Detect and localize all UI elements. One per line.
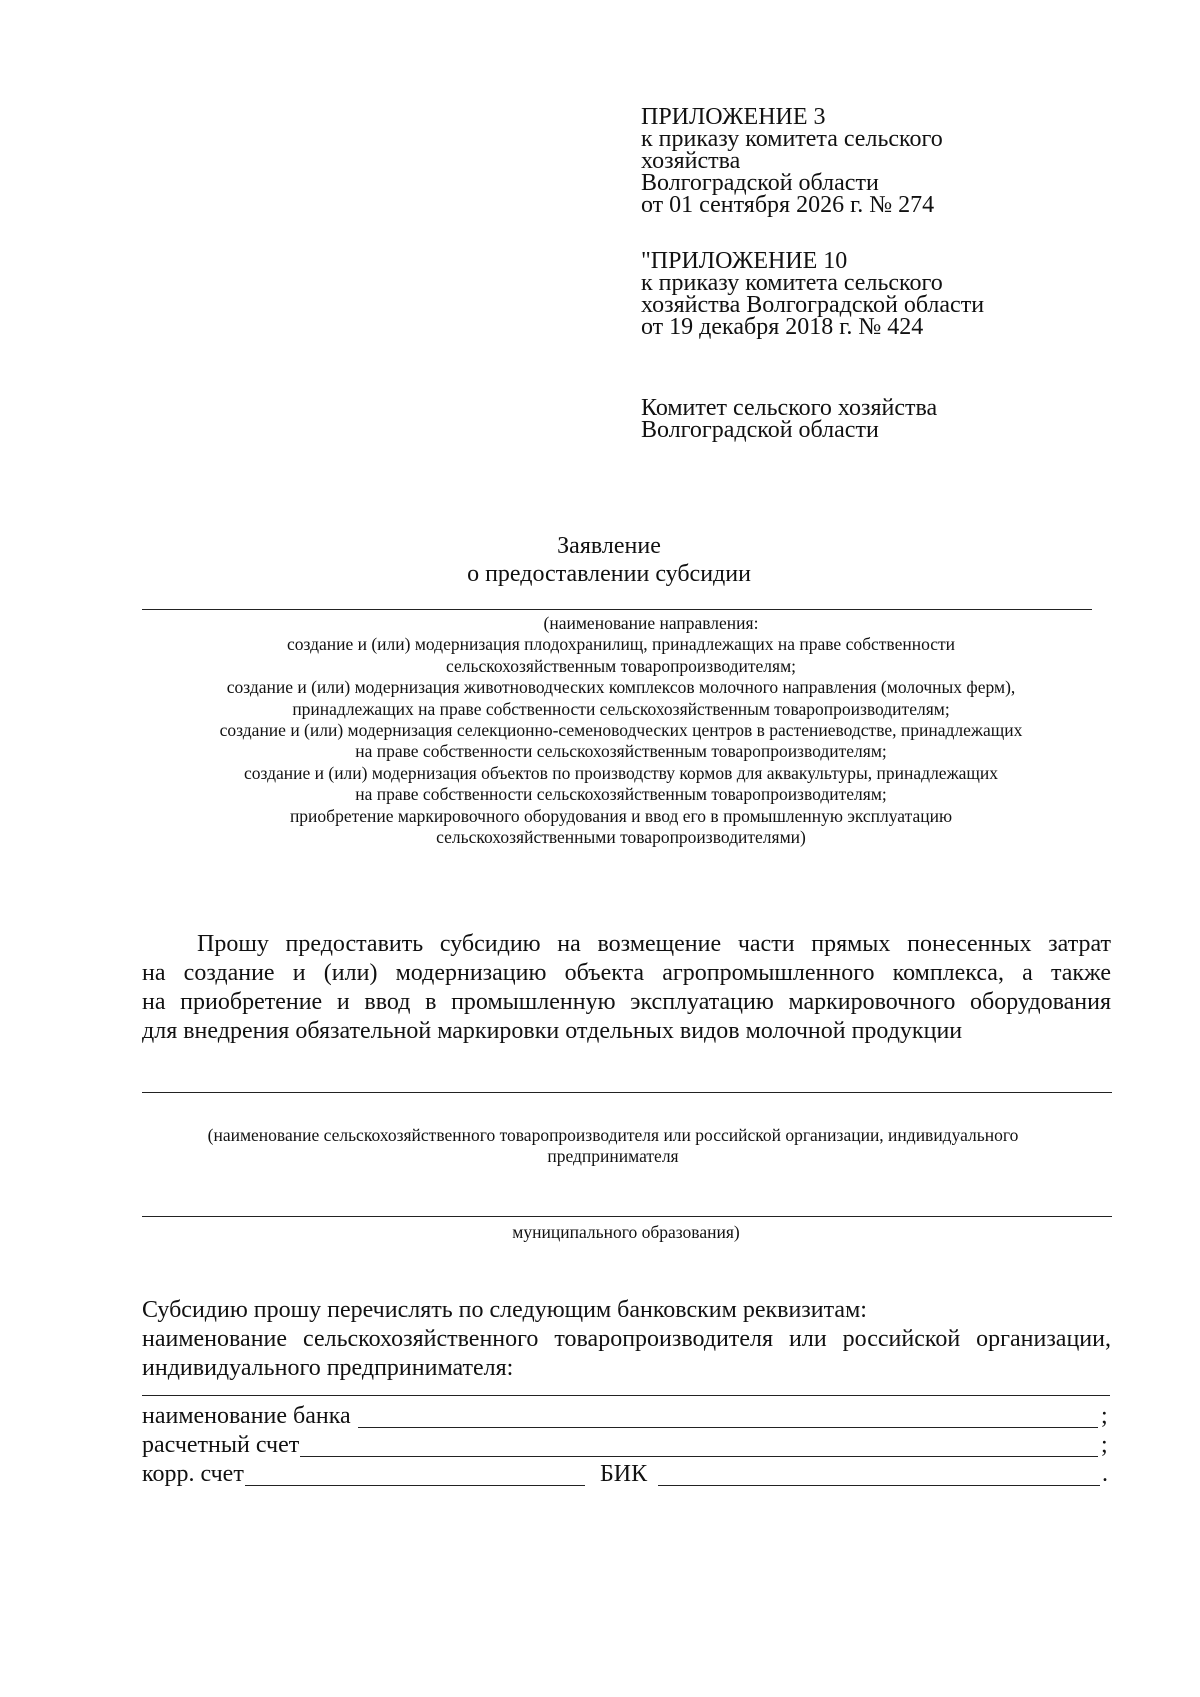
- caption-line: создание и (или) модернизация объектов по производству кормов для аквакультуры, принадлежащих: [243, 762, 999, 783]
- bik-label: БИК: [600, 1461, 648, 1487]
- recipient-name-underline: [142, 1395, 1110, 1396]
- bank-name-semicolon: ;: [1101, 1403, 1108, 1429]
- corr-account-label: корр. счет: [142, 1461, 244, 1487]
- caption-line: сельскохозяйственными товаропроизводителями): [436, 827, 806, 848]
- caption-line: создание и (или) модернизация животноводческих комплексов молочного направления (молочных ферм),: [226, 677, 1016, 698]
- direction-caption: [0, 613, 1200, 848]
- caption-line: на праве собственности сельскохозяйственным товаропроизводителям;: [355, 784, 887, 805]
- bik-period: .: [1102, 1461, 1108, 1487]
- original-appendix-line: "ПРИЛОЖЕНИЕ 10: [641, 248, 848, 274]
- applicant-caption: [0, 1125, 1200, 1168]
- bank-intro-line: Субсидию прошу перечислять по следующим банковским реквизитам:: [142, 1297, 867, 1323]
- title-line: Заявление: [557, 533, 661, 559]
- account-semicolon: ;: [1101, 1432, 1108, 1458]
- request-line: на создание и (или) модернизацию объекта агропромышленного комплекса, а также: [142, 960, 1111, 986]
- appendix-header-line: Волгоградской области: [641, 170, 879, 196]
- title-line: о предоставлении субсидии: [467, 561, 751, 587]
- appendix-header-line: к приказу комитета сельского: [641, 126, 943, 152]
- appendix-header: [641, 106, 943, 216]
- bank-intro: [142, 1296, 1111, 1383]
- bik-field[interactable]: [658, 1485, 1100, 1486]
- caption-line: приобретение маркировочного оборудования и ввод его в промышленную эксплуатацию: [289, 805, 953, 826]
- bank-name-row: [142, 1404, 351, 1428]
- original-appendix-line: от 19 декабря 2018 г. № 424: [641, 314, 924, 340]
- appendix-header-line: от 01 сентября 2026 г. № 274: [641, 192, 935, 218]
- caption-line: на праве собственности сельскохозяйственным товаропроизводителям;: [355, 741, 887, 762]
- direction-underline: [142, 609, 1092, 610]
- caption-line: сельскохозяйственным товаропроизводителям;: [446, 655, 796, 676]
- applicant-name-underline: [142, 1092, 1112, 1093]
- bank-name-label: наименование банка: [142, 1403, 351, 1429]
- caption-line: (наименование направления:: [543, 613, 759, 633]
- request-line: Прошу предоставить субсидию на возмещение части прямых понесенных затрат: [197, 931, 1111, 957]
- caption-line: создание и (или) модернизация плодохранилищ, принадлежащих на праве собственности: [286, 634, 956, 655]
- request-paragraph: [142, 930, 1111, 1046]
- account-field[interactable]: [300, 1456, 1098, 1457]
- account-row: [142, 1433, 299, 1457]
- appendix-header-line: ПРИЛОЖЕНИЕ 3: [641, 104, 826, 130]
- account-label: расчетный счет: [142, 1432, 300, 1458]
- caption-line: предпринимателя: [547, 1146, 679, 1167]
- bank-name-field[interactable]: [358, 1427, 1098, 1428]
- request-line: для внедрения обязательной маркировки отдельных видов молочной продукции: [142, 1018, 963, 1044]
- bank-intro-line: наименование сельскохозяйственного товаропроизводителя или российской организации,: [142, 1326, 1111, 1352]
- document-title: [0, 532, 1200, 588]
- addressee-line: Волгоградской области: [641, 417, 879, 443]
- caption-line: принадлежащих на праве собственности сельскохозяйственным товаропроизводителям;: [292, 698, 950, 719]
- bank-intro-line: индивидуального предпринимателя:: [142, 1355, 514, 1381]
- original-appendix-header: [641, 250, 984, 338]
- addressee-line: Комитет сельского хозяйства: [641, 395, 938, 421]
- corr-account-field[interactable]: [245, 1485, 585, 1486]
- corr-account-row: [142, 1462, 244, 1486]
- caption-line: (наименование сельскохозяйственного товаропроизводителя или российской организации, индивидуального: [207, 1125, 1019, 1145]
- original-appendix-line: хозяйства Волгоградской области: [641, 292, 985, 318]
- municipality-underline: [142, 1216, 1112, 1217]
- caption-line: создание и (или) модернизация селекционно-семеноводческих центров в растениеводстве, принадлежащих: [219, 720, 1023, 741]
- original-appendix-line: к приказу комитета сельского: [641, 270, 943, 296]
- request-line: на приобретение и ввод в промышленную эксплуатацию маркировочного оборудования: [142, 989, 1111, 1015]
- municipality-caption: муниципального образования): [512, 1222, 740, 1242]
- addressee: [641, 397, 937, 441]
- appendix-header-line: хозяйства: [641, 148, 741, 174]
